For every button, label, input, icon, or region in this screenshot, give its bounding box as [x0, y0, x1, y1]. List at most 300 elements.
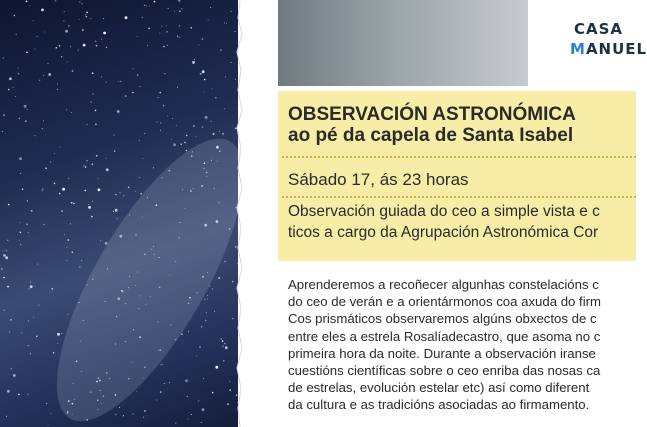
star: [28, 394, 29, 395]
star: [51, 413, 52, 414]
star: [136, 391, 137, 392]
star: [79, 302, 80, 303]
star: [70, 223, 71, 224]
star: [144, 253, 146, 255]
logo-m-heart: M: [570, 40, 586, 58]
star: [86, 419, 88, 421]
star: [204, 224, 207, 227]
star: [37, 264, 38, 265]
star: [44, 32, 45, 33]
stars-layer: [0, 0, 245, 427]
star: [206, 176, 207, 177]
star: [103, 32, 106, 35]
star: [186, 135, 188, 137]
star: [158, 350, 159, 351]
star: [106, 158, 107, 159]
star: [206, 172, 208, 174]
star: [143, 417, 144, 418]
star: [222, 345, 224, 347]
star: [5, 256, 8, 259]
star: [68, 25, 70, 27]
star: [62, 188, 65, 191]
star: [95, 110, 97, 112]
star: [3, 254, 6, 257]
star: [180, 143, 182, 145]
event-subtitle: ao pé da capela de Santa Isabel: [288, 125, 574, 146]
star: [25, 120, 27, 122]
star: [192, 61, 195, 64]
star: [191, 155, 193, 157]
star: [105, 242, 108, 245]
star: [167, 45, 168, 46]
event-description-line: Observación guiada do ceo a simple vista e c: [288, 203, 600, 220]
star: [116, 316, 117, 317]
star: [129, 215, 130, 216]
star: [115, 209, 118, 212]
body-line: do ceo de verán e a orientármonos coa axuda do firm: [288, 294, 602, 310]
star: [39, 80, 40, 81]
star: [223, 360, 225, 362]
star: [142, 17, 144, 19]
event-title: OBSERVACIÓN ASTRONÓMICA: [288, 104, 576, 125]
star: [73, 383, 74, 384]
star: [202, 276, 204, 278]
star: [220, 49, 222, 51]
star: [133, 68, 134, 69]
star: [133, 329, 134, 330]
star: [24, 105, 27, 108]
star: [154, 254, 155, 255]
star: [215, 366, 218, 369]
star: [107, 268, 108, 269]
star: [131, 362, 132, 363]
star: [125, 16, 128, 19]
star: [216, 220, 219, 223]
logo-line2-rest: ANUEL: [585, 40, 647, 58]
star: [29, 6, 30, 7]
star: [179, 37, 180, 38]
star: [113, 211, 114, 212]
star: [35, 49, 36, 50]
star: [121, 290, 123, 292]
star: [156, 400, 157, 401]
star: [59, 193, 61, 195]
body-line: cuestións científicas sobre o ceo enriba das nosas ca: [288, 363, 601, 379]
star: [119, 407, 120, 408]
star: [97, 400, 99, 402]
star: [48, 63, 49, 64]
star: [3, 58, 4, 59]
star: [50, 161, 51, 162]
star: [98, 178, 99, 179]
star: [139, 140, 140, 141]
star: [175, 423, 176, 424]
star: [88, 206, 91, 209]
star: [66, 247, 67, 248]
star: [125, 303, 126, 304]
star: [43, 75, 44, 76]
star: [68, 400, 70, 402]
star: [14, 15, 16, 17]
star: [85, 190, 87, 192]
star: [181, 8, 182, 9]
star: [123, 415, 124, 416]
star: [71, 112, 72, 113]
star: [20, 244, 21, 245]
star: [11, 368, 12, 369]
star: [28, 320, 29, 321]
torn-paper-edge: [230, 0, 250, 427]
star: [202, 70, 205, 73]
star: [72, 251, 74, 253]
star: [180, 222, 181, 223]
star: [7, 286, 9, 288]
star: [174, 11, 175, 12]
star: [4, 310, 5, 311]
star: [147, 45, 148, 46]
star: [115, 394, 117, 396]
star: [83, 320, 84, 321]
star: [225, 346, 228, 349]
star: [169, 274, 170, 275]
star: [35, 135, 36, 136]
star: [84, 165, 85, 166]
star: [169, 170, 171, 172]
star: [31, 210, 33, 212]
star: [119, 192, 120, 193]
star: [67, 314, 68, 315]
star: [56, 47, 58, 49]
star: [202, 126, 204, 128]
star: [160, 391, 162, 393]
star: [64, 11, 65, 12]
star: [144, 5, 145, 6]
star: [115, 194, 117, 196]
star: [129, 276, 130, 277]
star: [57, 333, 60, 336]
star: [218, 277, 220, 279]
star: [132, 92, 134, 94]
star: [162, 26, 163, 27]
star: [220, 338, 222, 340]
star: [215, 97, 217, 99]
star: [29, 288, 30, 289]
star: [224, 261, 226, 263]
star: [51, 288, 53, 290]
star: [214, 133, 215, 134]
star: [117, 297, 120, 300]
star: [63, 20, 64, 21]
star: [204, 79, 206, 81]
star: [96, 155, 98, 157]
star: [146, 5, 147, 6]
star: [211, 121, 212, 122]
star: [74, 399, 75, 400]
star: [212, 288, 213, 289]
star: [224, 108, 225, 109]
star: [222, 340, 224, 342]
star: [19, 157, 22, 160]
star: [207, 295, 208, 296]
star: [149, 6, 150, 7]
star: [160, 349, 162, 351]
star: [43, 120, 44, 121]
star: [103, 395, 105, 397]
body-line: primeira hora da noite. Durante a observación iranse: [288, 345, 596, 361]
star: [6, 250, 7, 251]
star: [147, 197, 148, 198]
star: [15, 96, 16, 97]
star: [145, 304, 146, 305]
star: [142, 217, 143, 218]
star: [72, 403, 74, 405]
star: [3, 277, 5, 279]
logo-line2: [570, 40, 647, 58]
star: [163, 46, 165, 48]
star: [133, 414, 134, 415]
star: [98, 377, 100, 379]
star: [202, 408, 205, 411]
star: [187, 396, 188, 397]
star: [3, 114, 5, 116]
star: [81, 371, 82, 372]
star: [205, 299, 206, 300]
star: [125, 341, 126, 342]
star: [43, 224, 45, 226]
star: [196, 136, 197, 137]
star: [61, 210, 63, 212]
star: [153, 167, 154, 168]
star: [120, 81, 121, 82]
star: [48, 73, 51, 76]
star: [13, 87, 14, 88]
star: [36, 336, 38, 338]
star: [81, 260, 82, 261]
star: [154, 1, 156, 3]
star: [177, 87, 178, 88]
star: [182, 189, 183, 190]
star: [28, 232, 29, 233]
star: [214, 311, 215, 312]
star: [219, 131, 220, 132]
star: [191, 414, 192, 415]
star: [91, 392, 92, 393]
star: [19, 118, 21, 120]
star: [184, 142, 186, 144]
star: [192, 151, 193, 152]
star: [82, 29, 84, 31]
star: [61, 56, 63, 58]
star: [90, 101, 92, 103]
star: [91, 216, 93, 218]
star: [18, 394, 20, 396]
star: [61, 333, 62, 334]
star: [135, 285, 136, 286]
star: [219, 150, 221, 152]
star: [156, 204, 158, 206]
star: [139, 308, 140, 309]
star: [30, 281, 31, 282]
star: [128, 187, 130, 189]
star: [137, 36, 138, 37]
star: [95, 123, 97, 125]
star: [65, 30, 68, 33]
star: [106, 82, 107, 83]
star: [144, 410, 146, 412]
star: [216, 146, 219, 149]
star: [86, 12, 88, 14]
star: [106, 168, 109, 171]
star: [53, 352, 55, 354]
star: [204, 162, 206, 164]
star: [201, 326, 203, 328]
star: [210, 7, 211, 8]
star: [194, 59, 195, 60]
star: [193, 188, 194, 189]
star: [157, 121, 158, 122]
star: [158, 97, 159, 98]
star: [9, 332, 10, 333]
star: [173, 143, 176, 146]
star: [106, 372, 108, 374]
star: [20, 173, 21, 174]
star: [193, 125, 195, 127]
star: [135, 234, 137, 236]
star: [86, 160, 88, 162]
star: [163, 105, 165, 107]
star: [227, 403, 229, 405]
star: [66, 260, 67, 261]
header-photo-strip: [278, 0, 528, 86]
star: [186, 150, 188, 152]
star: [92, 201, 93, 202]
star: [114, 150, 116, 152]
star: [68, 178, 69, 179]
event-description-line: ticos a cargo da Agrupación Astronómica Cor: [288, 224, 599, 241]
star: [197, 292, 198, 293]
star: [203, 92, 204, 93]
star: [201, 185, 203, 187]
star: [79, 266, 81, 268]
star: [1, 268, 3, 270]
star: [140, 295, 141, 296]
star: [60, 147, 61, 148]
star: [188, 331, 189, 332]
star: [188, 419, 189, 420]
star: [37, 36, 38, 37]
star: [115, 414, 116, 415]
star: [71, 202, 73, 204]
star: [175, 339, 176, 340]
star: [160, 130, 161, 131]
casa-manuel-logo: [566, 14, 647, 66]
star: [78, 50, 79, 51]
star: [140, 193, 142, 195]
star: [106, 47, 108, 49]
star: [123, 195, 124, 196]
star: [190, 190, 192, 192]
star: [20, 222, 21, 223]
star: [168, 8, 169, 9]
star: [209, 286, 210, 287]
star: [212, 392, 214, 394]
star: [83, 44, 86, 47]
star: [92, 72, 94, 74]
star: [100, 240, 101, 241]
star: [85, 166, 87, 168]
star: [137, 272, 138, 273]
star: [160, 123, 161, 124]
star: [95, 41, 97, 43]
star: [96, 381, 98, 383]
star: [67, 412, 69, 414]
logo-line1: CASA: [574, 20, 624, 38]
star: [159, 257, 160, 258]
star: [54, 153, 55, 154]
star: [139, 336, 141, 338]
star: [160, 364, 161, 365]
star: [54, 183, 56, 185]
star: [86, 16, 88, 18]
star: [66, 109, 67, 110]
star: [222, 133, 224, 135]
star: [92, 93, 94, 95]
star: [30, 285, 33, 288]
star: [82, 3, 83, 4]
star: [2, 131, 3, 132]
star: [68, 239, 70, 241]
star: [57, 84, 58, 85]
star: [100, 390, 101, 391]
star: [117, 218, 118, 219]
star: [115, 344, 116, 345]
star: [179, 237, 180, 238]
star: [76, 361, 78, 363]
star: [92, 163, 94, 165]
star: [176, 125, 177, 126]
star: [225, 76, 226, 77]
star: [96, 45, 98, 47]
star: [119, 235, 122, 238]
star: [202, 38, 204, 40]
star: [162, 177, 163, 178]
star: [8, 89, 10, 91]
star: [38, 305, 39, 306]
star: [208, 20, 209, 21]
star: [164, 383, 165, 384]
star: [178, 0, 181, 2]
star: [85, 14, 86, 15]
star: [87, 124, 88, 125]
star: [166, 25, 167, 26]
star: [181, 333, 183, 335]
star: [177, 36, 179, 38]
star: [150, 296, 151, 297]
star: [30, 353, 31, 354]
body-line: de estrelas, evolución estelar etc) así como diferent: [288, 380, 590, 396]
star: [139, 177, 140, 178]
star: [48, 424, 49, 425]
star: [103, 18, 104, 19]
star: [224, 22, 225, 23]
star: [144, 366, 146, 368]
star: [188, 303, 190, 305]
star: [57, 343, 58, 344]
star: [214, 188, 215, 189]
star: [200, 73, 201, 74]
star: [72, 414, 73, 415]
star: [151, 249, 152, 250]
